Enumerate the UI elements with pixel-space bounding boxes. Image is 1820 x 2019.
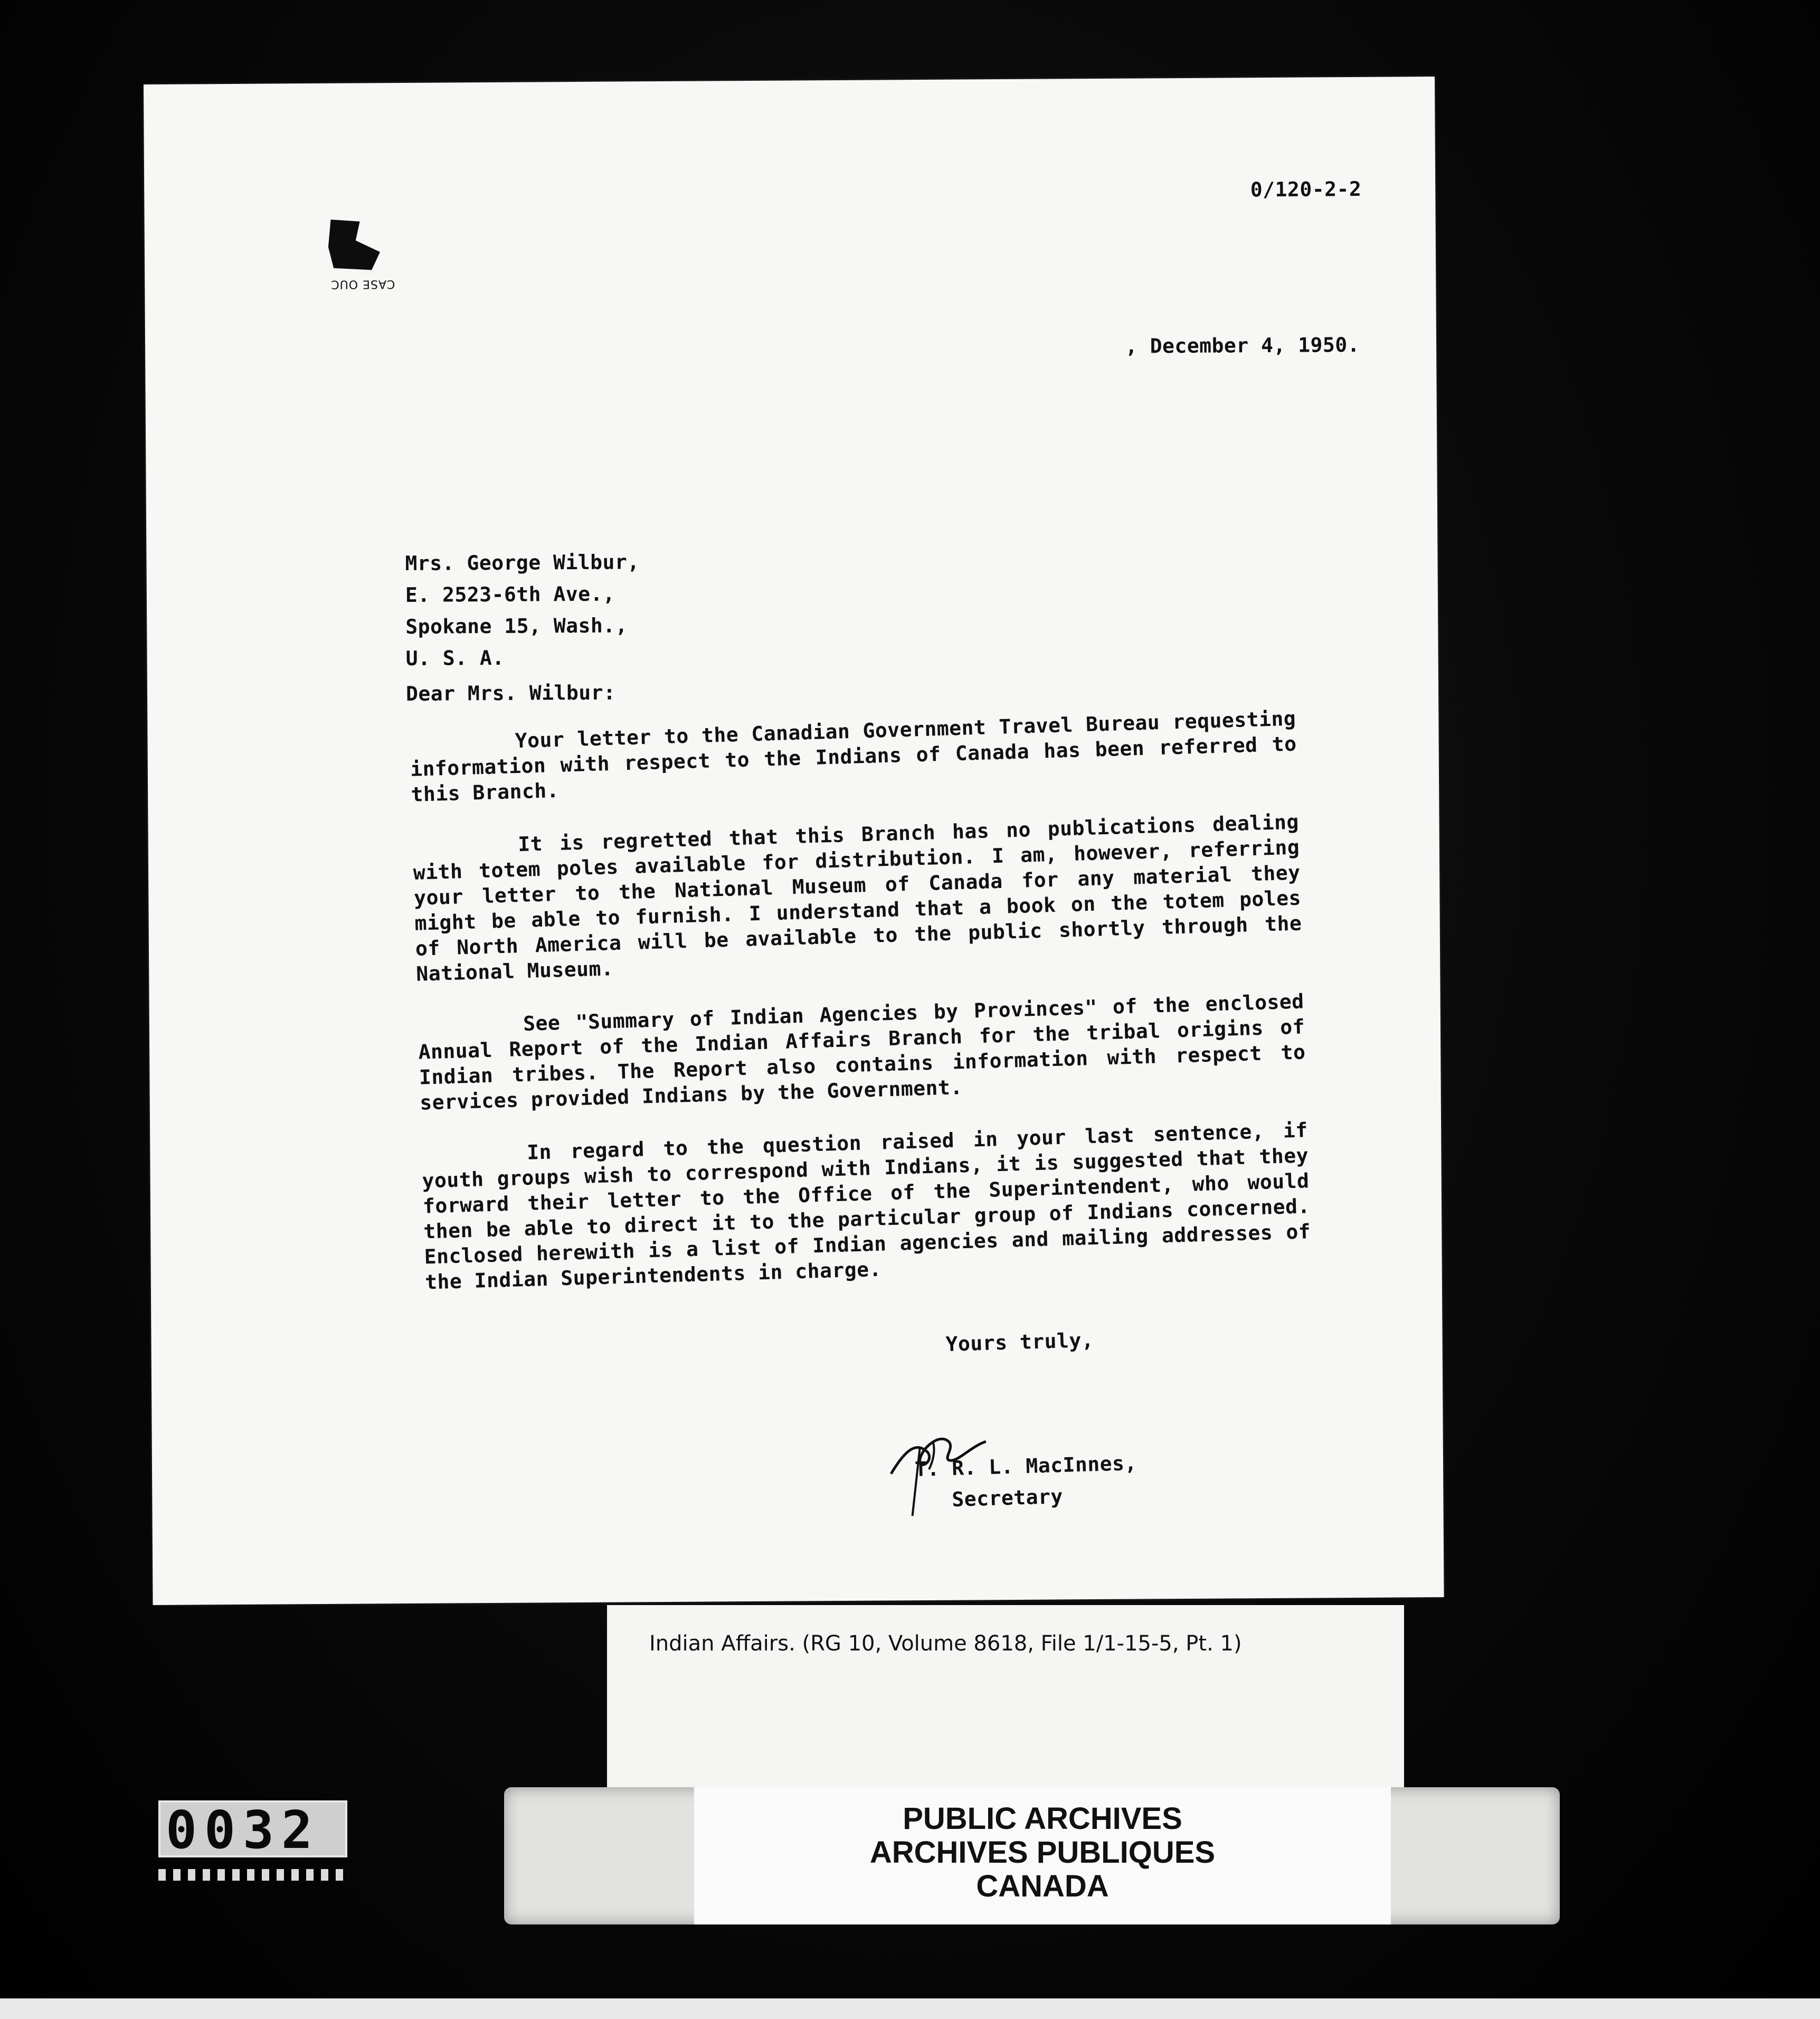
frame-number: 0032	[166, 1800, 320, 1861]
ink-blot-icon	[323, 215, 387, 279]
archive-label-line: CANADA	[976, 1869, 1109, 1903]
archive-label	[694, 1787, 1391, 1924]
address-line: Spokane 15, Wash.,	[405, 614, 628, 638]
signer-name: T. R. L. MacInnes,	[914, 1451, 1138, 1481]
closing: Yours truly,	[945, 1328, 1094, 1356]
archive-label-band	[504, 1787, 1560, 1924]
salutation: Dear Mrs. Wilbur:	[405, 681, 616, 705]
film-sprocket-marks	[158, 1869, 343, 1881]
film-edge-strip	[0, 1998, 1820, 2019]
stamp-mark	[323, 215, 395, 295]
frame-counter	[158, 1800, 347, 1861]
archive-reference-text: Indian Affairs. (RG 10, Volume 8618, File 1/1-15-5, Pt. 1)	[649, 1631, 1242, 1656]
recipient-address	[405, 546, 640, 674]
archive-label-line: PUBLIC ARCHIVES	[903, 1801, 1182, 1836]
letter-body	[409, 691, 1312, 1323]
archive-label-text	[694, 1802, 1391, 1903]
address-line: E. 2523-6th Ave.,	[405, 582, 615, 607]
body-paragraph: In regard to the question raised in your last sentence, if youth groups wish to correspond with Indians, it is suggested that they forward their letter to the Office of the Superintendent, who would then be able to direct it to the particular group of Indians concerned. Enclosed herewith is a list of Indian agencies and mailing addresses of the Indian Superintendents in charge.	[422, 1118, 1311, 1294]
signer-title: Secretary	[951, 1485, 1064, 1512]
body-paragraph: Your letter to the Canadian Government Travel Bureau requesting information with respect to the Indians of Canada has been referred to this Branch.	[410, 706, 1297, 806]
letter-date: , December 4, 1950.	[1125, 333, 1360, 358]
file-reference: 0/120-2-2	[1250, 177, 1362, 202]
body-paragraph: It is regretted that this Branch has no publications dealing with totem poles available for distribution. I am, however, referring your letter to the National Museum of Canada for any material they might be able to furnish. I understand that a book on the totem poles of North America will be available to the public shortly through the National Museum.	[413, 810, 1302, 986]
archive-label-line: ARCHIVES PUBLIQUES	[869, 1835, 1216, 1870]
stamp-text: CASE OUC	[330, 277, 395, 291]
address-line: Mrs. George Wilbur,	[405, 550, 640, 575]
letter-sheet	[144, 77, 1444, 1605]
archive-reference-card	[607, 1605, 1404, 1806]
address-line: U. S. A.	[405, 646, 505, 670]
body-paragraph: See "Summary of Indian Agencies by Provinces" of the enclosed Annual Report of the Indian Affairs Branch for the tribal origins of Indian tribes. The Report also contains information with respect to services provided Indians by the Government.	[418, 989, 1306, 1115]
